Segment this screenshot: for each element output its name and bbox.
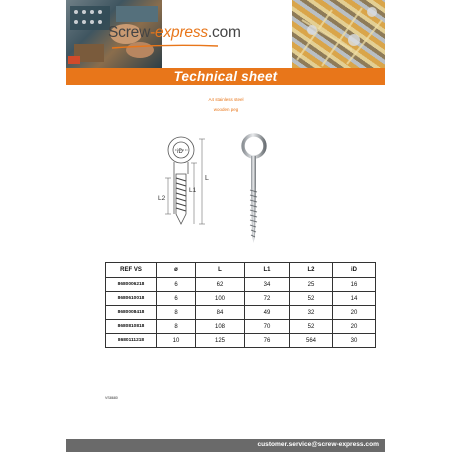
- contact-email-link[interactable]: customer.service@screw-express.com: [257, 441, 379, 448]
- cell-l1: 70: [245, 320, 290, 334]
- cell-l1: 72: [245, 292, 290, 306]
- screws-photo: [292, 0, 385, 68]
- cell-l: 84: [196, 306, 245, 320]
- brand-logo[interactable]: [108, 24, 241, 42]
- header-ref: REF VS: [106, 263, 157, 278]
- cell-l2: 32: [290, 306, 333, 320]
- cell-l: 100: [196, 292, 245, 306]
- cell-l2: 52: [290, 320, 333, 334]
- cell-diameter: 10: [157, 334, 196, 348]
- cell-ref: 8680810818: [106, 320, 157, 334]
- cell-id: 20: [333, 306, 376, 320]
- header-l: L: [196, 263, 245, 278]
- logo-swoosh-icon: [110, 44, 220, 49]
- title-bar: [66, 68, 385, 85]
- footer-bar: [66, 439, 385, 452]
- product-photo: [243, 135, 265, 243]
- cell-ref: 8680610018: [106, 292, 157, 306]
- cell-l: 125: [196, 334, 245, 348]
- label-id: iD: [177, 149, 183, 155]
- cell-id: 16: [333, 278, 376, 292]
- cell-diameter: 6: [157, 292, 196, 306]
- cell-id: 14: [333, 292, 376, 306]
- cell-l1: 76: [245, 334, 290, 348]
- header-l2: L2: [290, 263, 333, 278]
- cell-l: 62: [196, 278, 245, 292]
- logo-domain: .com: [207, 24, 241, 41]
- label-l1: L1: [189, 187, 197, 194]
- cell-diameter: 6: [157, 278, 196, 292]
- table-row: [106, 292, 376, 306]
- cell-l1: 34: [245, 278, 290, 292]
- table-row: [106, 334, 376, 348]
- logo-main: Screw: [108, 24, 151, 41]
- logo-dash: -: [150, 24, 156, 41]
- label-l: L: [205, 175, 209, 182]
- table-row: [106, 320, 376, 334]
- technical-drawing: [165, 137, 205, 224]
- cell-diameter: 8: [157, 320, 196, 334]
- cell-l2: 25: [290, 278, 333, 292]
- document-reference: VS8680: [105, 396, 118, 400]
- table-row: [106, 278, 376, 292]
- cell-id: 20: [333, 320, 376, 334]
- cell-ref: 8680111218: [106, 334, 157, 348]
- cell-id: 30: [333, 334, 376, 348]
- table-header-row: [106, 263, 376, 278]
- cell-ref: 8680008418: [106, 306, 157, 320]
- cell-l2: 564: [290, 334, 333, 348]
- header-l1: L1: [245, 263, 290, 278]
- cell-l2: 52: [290, 292, 333, 306]
- product-drawings: [150, 128, 300, 246]
- specifications-table: [105, 262, 376, 348]
- page-title: Technical sheet: [173, 69, 278, 84]
- table-row: [106, 306, 376, 320]
- header-diameter: ø: [157, 263, 196, 278]
- product-material: A4 stainless steel: [208, 97, 244, 102]
- cell-ref: 8680006218: [106, 278, 157, 292]
- cell-l1: 49: [245, 306, 290, 320]
- logo-express: express: [155, 24, 208, 41]
- header-id: iD: [333, 263, 376, 278]
- cell-diameter: 8: [157, 306, 196, 320]
- product-name: wooden peg: [213, 107, 239, 112]
- cell-l: 108: [196, 320, 245, 334]
- label-l2: L2: [158, 195, 166, 202]
